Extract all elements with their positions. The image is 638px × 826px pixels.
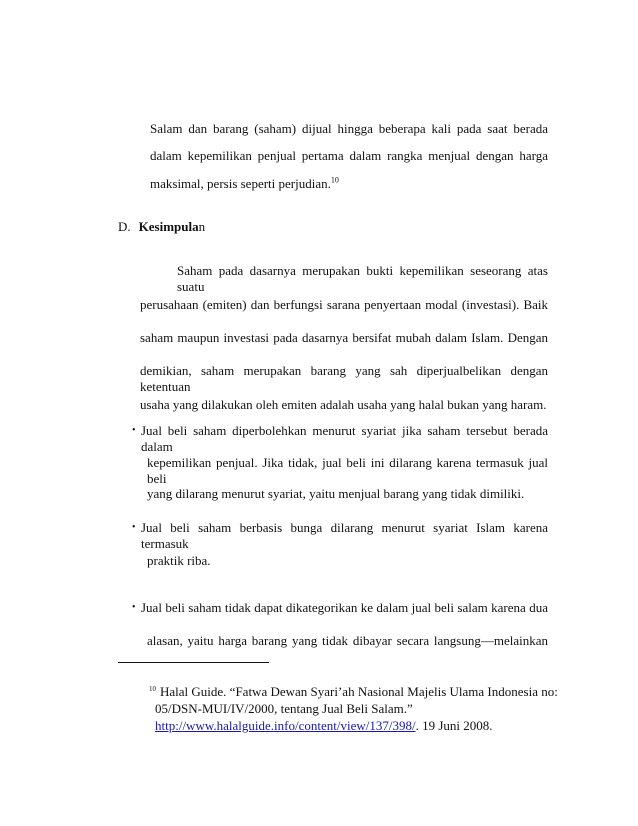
bullet-1-symbol: • bbox=[132, 425, 136, 436]
para1-line-2: dalam kepemilikan penjual pertama dalam rangka menjual dengan harga bbox=[150, 148, 548, 163]
para2-line-1: Saham pada dasarnya merupakan bukti kepemilikan seseorang atas suatu bbox=[177, 263, 548, 294]
bullet-2-symbol: • bbox=[132, 522, 136, 533]
footnote-line-3 bbox=[155, 718, 492, 734]
section-title-bold: Kesimpula bbox=[138, 219, 199, 234]
footnote-line-3-rest: . 19 Juni 2008. bbox=[415, 718, 493, 733]
bullet-1-line-1: Jual beli saham diperbolehkan menurut syariat jika saham tersebut berada dalam bbox=[141, 423, 548, 454]
section-heading bbox=[118, 219, 205, 235]
section-letter: D. bbox=[118, 219, 131, 234]
bullet-1-line-3: yang dilarang menurut syariat, yaitu menjual barang yang tidak dimiliki. bbox=[147, 486, 525, 501]
bullet-3-line-2: alasan, yaitu harga barang yang tidak dibayar secara langsung—melainkan bbox=[147, 633, 548, 648]
footnote-number: 10 bbox=[149, 685, 156, 693]
section-title-rest: n bbox=[198, 219, 206, 234]
para2-line-4: demikian, saham merupakan barang yang sah diperjualbelikan dengan ketentuan bbox=[140, 363, 548, 394]
footnote-reference[interactable]: 10 bbox=[330, 175, 339, 185]
footnote-link[interactable]: http://www.halalguide.info/content/view/137/398/ bbox=[155, 718, 416, 733]
bullet-2-line-2: praktik riba. bbox=[147, 553, 211, 568]
footnote-line-1: Halal Guide. “Fatwa Dewan Syari’ah Nasional Majelis Ulama Indonesia no: bbox=[160, 684, 558, 699]
para2-line-3: saham maupun investasi pada dasarnya bersifat mubah dalam Islam. Dengan bbox=[140, 330, 548, 345]
bullet-3-symbol: • bbox=[132, 602, 136, 613]
para1-line-3 bbox=[150, 176, 339, 192]
bullet-2-line-1: Jual beli saham berbasis bunga dilarang menurut syariat Islam karena termasuk bbox=[141, 520, 548, 551]
para2-line-2: perusahaan (emiten) dan berfungsi sarana penyertaan modal (investasi). Baik bbox=[140, 297, 548, 312]
bullet-3-line-1: Jual beli saham tidak dapat dikategorikan ke dalam jual beli salam karena dua bbox=[141, 600, 548, 615]
bullet-1-line-2: kepemilikan penjual. Jika tidak, jual beli ini dilarang karena termasuk jual beli bbox=[147, 455, 548, 486]
footnote-separator bbox=[118, 662, 269, 663]
para1-line-1: Salam dan barang (saham) dijual hingga beberapa kali pada saat berada bbox=[150, 121, 548, 136]
para1-line-3-text: maksimal, persis seperti perjudian. bbox=[150, 176, 331, 191]
para2-line-5: usaha yang dilakukan oleh emiten adalah usaha yang halal bukan yang haram. bbox=[140, 397, 547, 412]
footnote-line-2: 05/DSN-MUI/IV/2000, tentang Jual Beli Salam.” bbox=[155, 701, 413, 716]
